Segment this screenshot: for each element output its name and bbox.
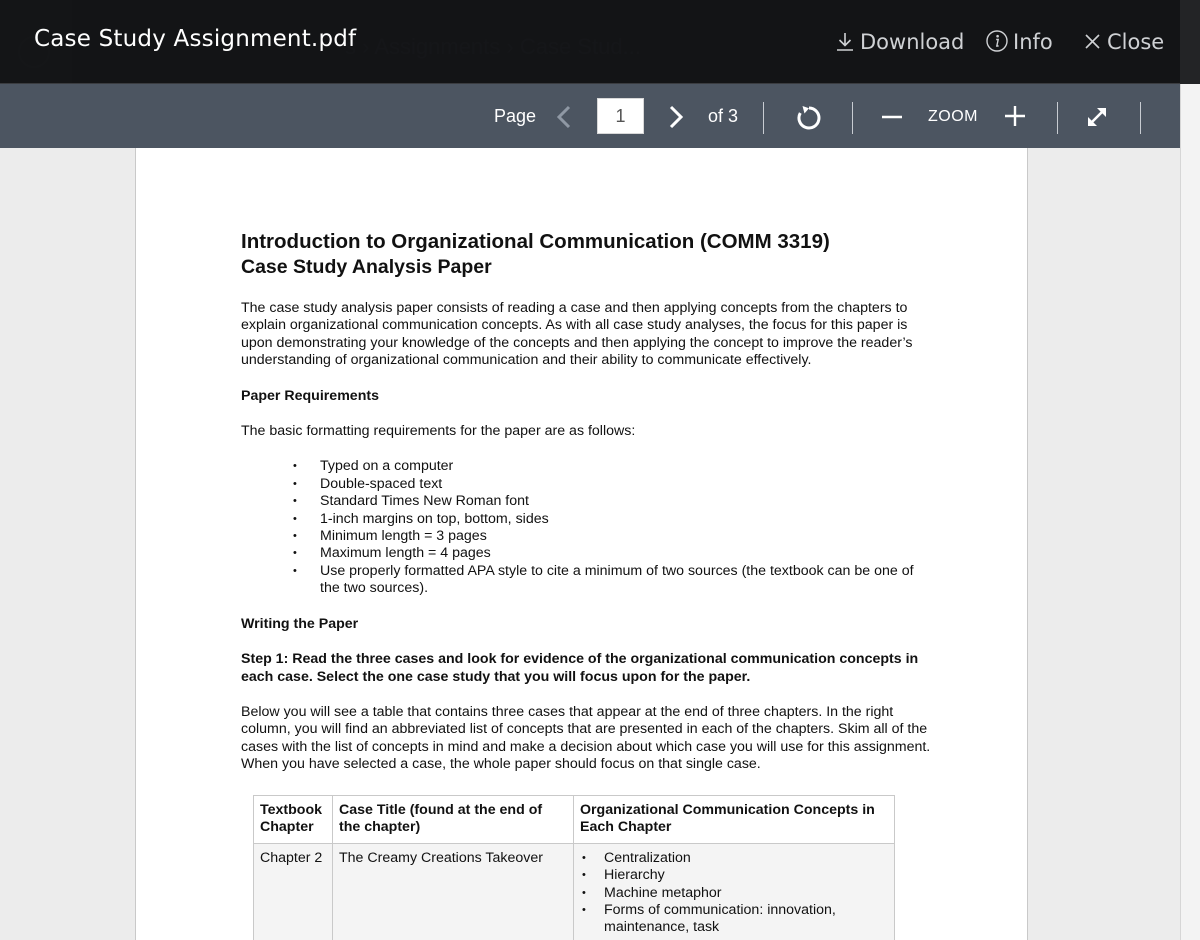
document-title: Introduction to Organizational Communication (COMM 3319) [241, 230, 830, 253]
page-count: of 3 [708, 106, 739, 126]
info-button[interactable] [984, 22, 1053, 62]
intro-paragraph: The case study analysis paper consists of reading a case and then applying concepts from the chapters to explain organizational communication concepts. As with all case study analyses, the focus for this paper is upon demonstrating your knowledge of the concepts and then applying the concept to improve the reader’s understanding of organizational communication and their ability to communicate effectively. [241, 300, 913, 369]
document-viewport[interactable] [0, 148, 1180, 940]
fullscreen-icon[interactable] [1083, 103, 1111, 131]
list-item: • Use properly formatted APA style to cite a minimum of two sources (the textbook can be one of the two sources). [320, 563, 931, 598]
zoom-in-icon[interactable] [1002, 103, 1028, 129]
download-button[interactable] [833, 22, 964, 62]
toolbar-separator [852, 96, 853, 134]
cases-table [253, 795, 895, 940]
table-header-row [254, 796, 895, 844]
next-page-icon[interactable] [666, 104, 686, 130]
list-item: • Hierarchy [604, 867, 888, 884]
list-item: • Minimum length = 3 pages [320, 528, 931, 545]
page-number-input[interactable] [597, 98, 644, 134]
scrollbar[interactable] [1180, 84, 1200, 940]
step-1-instruction: Step 1: Read the three cases and look for evidence of the organizational communication concepts in each case. Select the one case study that you will focus upon for the paper. [241, 651, 919, 685]
download-icon [833, 30, 857, 54]
formatting-intro: The basic formatting requirements for the paper are as follows: [241, 423, 636, 440]
table-header-concepts: Organizational Communication Concepts in Each Chapter [574, 796, 895, 844]
list-item: • Maximum length = 4 pages [320, 545, 931, 562]
page-label: Page [494, 106, 537, 126]
table-row [254, 843, 895, 940]
table-cell-chapter: Chapter 2 [254, 843, 333, 940]
file-title: Case Study Assignment.pdf [34, 26, 357, 52]
close-label: Close [1107, 30, 1165, 54]
previous-page-icon[interactable] [554, 104, 574, 130]
document-subtitle: Case Study Analysis Paper [241, 256, 492, 278]
info-label: Info [1013, 30, 1053, 54]
list-item: • Machine metaphor [604, 885, 888, 902]
table-intro-paragraph: Below you will see a table that contains three cases that appear at the end of three chapters. In the right column, you will find an abbreviated list of concepts that are presented in each of the chapters. Skim all of the cases with the list of concepts in mind and make a decision about which case you will use for this assignment. When you have selected a case, the whole paper should focus on that single case. [241, 703, 931, 773]
toolbar-separator [763, 96, 764, 134]
pdf-page [135, 148, 1028, 940]
download-label: Download [860, 30, 965, 54]
concepts-list [580, 850, 888, 937]
info-icon [984, 29, 1010, 55]
toolbar-separator [1140, 96, 1141, 134]
list-item: • Double-spaced text [320, 476, 931, 493]
list-item: • Forms of communication: innovation, maintenance, task [604, 902, 888, 937]
requirements-list [241, 458, 931, 597]
list-item: • 1-inch margins on top, bottom, sides [320, 511, 931, 528]
zoom-out-icon[interactable] [879, 105, 905, 129]
table-cell-case-title: The Creamy Creations Takeover [333, 843, 574, 940]
table-cell-concepts [574, 843, 895, 940]
close-button[interactable] [1082, 22, 1164, 62]
table-header-case-title: Case Title (found at the end of the chapter) [333, 796, 574, 844]
viewer-header [0, 0, 1180, 84]
zoom-label: ZOOM [928, 108, 978, 125]
rotate-icon[interactable] [794, 103, 824, 133]
requirements-heading: Paper Requirements [241, 387, 379, 404]
list-item: • Centralization [604, 850, 888, 867]
table-header-chapter: Textbook Chapter [254, 796, 333, 844]
writing-heading: Writing the Paper [241, 615, 359, 632]
close-icon [1082, 31, 1104, 53]
list-item: • Standard Times New Roman font [320, 493, 931, 510]
toolbar-separator [1057, 96, 1058, 134]
list-item: • Typed on a computer [320, 458, 931, 475]
page-content [241, 230, 931, 774]
